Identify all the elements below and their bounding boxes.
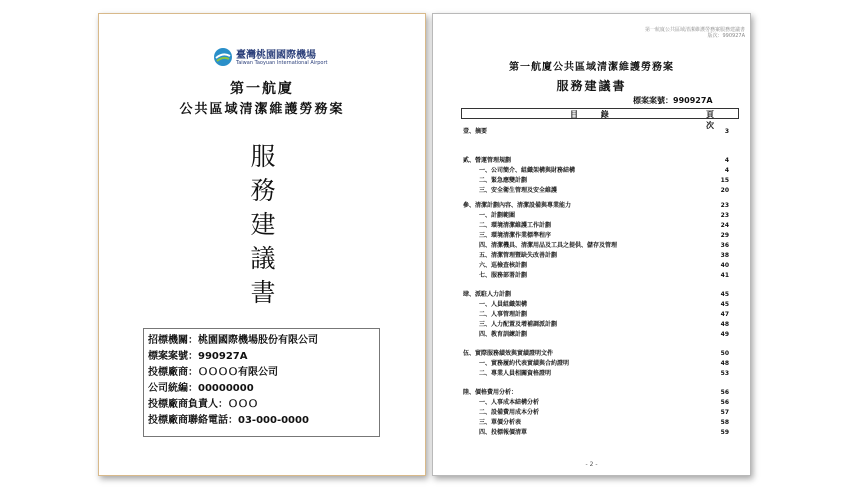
toc-section-row[interactable] [463,290,729,300]
cover-title-project: 公共區域清潔維護勞務案 [179,102,345,117]
info-bidder: 投標廠商：ＯＯＯＯ有限公司 [148,367,278,378]
page-number: - 2 - [585,461,598,468]
toc-entry-title: 六、巡檢查核計劃 [479,262,528,269]
toc-entry-title: 七、服務部署計劃 [479,272,528,279]
cover-page [98,13,426,476]
toc-subsection-row[interactable] [463,261,729,271]
toc-entry-title: 肆、派駐人力計劃 [463,291,512,298]
toc-entry-title: 一、計劃範圍 [479,212,516,219]
toc-subsection-row[interactable] [463,221,729,231]
toc-entry-page: 3 [724,128,729,135]
toc-entry-page: 56 [720,389,729,396]
vertical-title-char: 議 [250,244,276,273]
toc-case-number: 標案案號：990927A [633,96,713,105]
toc-entry-title: 四、清潔機具、清潔用品及工具之提供、儲存及管理 [479,242,618,249]
toc-subsection-row[interactable] [463,241,729,251]
toc-header-page: 頁 次 [706,110,720,130]
toc-section-row[interactable] [463,388,729,398]
page-header [623,27,745,39]
toc-entry-page: 23 [720,202,729,209]
toc-entry-title: 壹、摘要 [463,128,488,135]
info-agency: 招標機關：桃園國際機場股份有限公司 [148,335,318,346]
toc-subsection-row[interactable] [463,320,729,330]
toc-entry-title: 二、緊急應變計劃 [479,177,528,184]
toc-entry-title: 貳、營運管理規劃 [463,157,512,164]
header-line: 版次：990927A [707,33,745,39]
info-case-number: 標案案號：990927A [148,351,248,362]
toc-entry-page: 36 [720,242,729,249]
toc-header-contents: 目 錄 [570,110,619,119]
toc-subsection-row[interactable] [463,211,729,221]
toc-entry-page: 4 [724,157,729,164]
toc-subsection-row[interactable] [463,369,729,379]
toc-subsection-row[interactable] [463,176,729,186]
toc-section-row[interactable] [463,127,729,137]
toc-entry-page: 48 [720,360,729,367]
toc-page [432,13,751,476]
toc-entry-title: 一、人事成本結構分析 [479,399,540,406]
toc-subsection-row[interactable] [463,271,729,281]
toc-entry-title: 二、專業人員相關資格證明 [479,370,552,377]
info-representative: 投標廠商負責人：ＯＯＯ [148,399,258,410]
toc-subsection-row[interactable] [463,418,729,428]
toc-entry-page: 50 [720,350,729,357]
toc-entry-page: 38 [720,252,729,259]
toc-entry-title: 三、人力配置及增補調派計劃 [479,321,558,328]
toc-entry-page: 58 [720,419,729,426]
toc-entry-page: 48 [720,321,729,328]
toc-subsection-row[interactable] [463,251,729,261]
toc-entry-title: 伍、實際服務績效與實績證明文件 [463,350,554,357]
vertical-title-char: 務 [250,176,276,205]
toc-section-row[interactable] [463,349,729,359]
toc-entry-page: 45 [720,301,729,308]
toc-entry-title: 三、環境清潔作業標準程序 [479,232,552,239]
toc-subsection-row[interactable] [463,300,729,310]
toc-entry-page: 23 [720,212,729,219]
airport-logo-icon [213,47,233,67]
toc-entry-title: 四、教育訓練計劃 [479,331,528,338]
toc-subsection-row[interactable] [463,408,729,418]
toc-entry-page: 41 [720,272,729,279]
info-tax-id: 公司統編：00000000 [148,383,254,394]
toc-entry-title: 三、安全衛生管理及安全維護 [479,187,558,194]
toc-title-proposal: 服務建議書 [556,79,627,93]
toc-entry-page: 45 [720,291,729,298]
vertical-title-char: 書 [250,278,276,307]
toc-entry-title: 參、清潔計劃內容、清潔設備與專業能力 [463,202,572,209]
logo-text-en: Taiwan Taoyuan International Airport [236,60,328,66]
toc-entry-page: 29 [720,232,729,239]
toc-entry-page: 57 [720,409,729,416]
toc-entry-page: 59 [720,429,729,436]
toc-entry-title: 三、單價分析表 [479,419,522,426]
toc-subsection-row[interactable] [463,231,729,241]
toc-entry-title: 陸、價格費用分析： [463,389,518,396]
tender-info-box [143,328,380,437]
toc-entry-title: 二、環境清潔維護工作計劃 [479,222,552,229]
toc-section-row[interactable] [463,201,729,211]
header-line: 第一航廈公共區域清潔維護勞務案服務建議書 [644,27,745,33]
toc-subsection-row[interactable] [463,398,729,408]
cover-title-terminal: 第一航廈 [230,81,294,97]
toc-subsection-row[interactable] [463,330,729,340]
toc-entry-title: 五、清潔管理暨缺失改善計劃 [479,252,558,259]
toc-entry-page: 53 [720,370,729,377]
toc-subsection-row[interactable] [463,310,729,320]
toc-entry-page: 24 [720,222,729,229]
toc-entry-title: 二、設備費用成本分析 [479,409,540,416]
toc-subsection-row[interactable] [463,186,729,196]
toc-entry-page: 20 [720,187,729,194]
toc-entry-page: 40 [720,262,729,269]
toc-entry-page: 47 [720,311,729,318]
toc-subsection-row[interactable] [463,428,729,438]
toc-entry-page: 15 [720,177,729,184]
airport-logo [213,45,333,73]
toc-table-header [461,108,739,130]
toc-entry-title: 四、投標報價清單 [479,429,528,436]
vertical-title-char: 建 [250,210,276,239]
toc-section-row[interactable] [463,156,729,166]
toc-entry-page: 4 [724,167,729,174]
toc-entry-title: 一、人員組織架構 [479,301,528,308]
logo-text-zh: 臺灣桃園國際機場 [236,50,316,61]
toc-entry-title: 二、人事管理計劃 [479,311,528,318]
vertical-title-char: 服 [250,142,276,171]
toc-entry-page: 49 [720,331,729,338]
toc-subsection-row[interactable] [463,166,729,176]
info-phone: 投標廠商聯絡電話：03-000-0000 [148,415,309,426]
toc-subsection-row[interactable] [463,359,729,369]
toc-title-project: 第一航廈公共區域清潔維護勞務案 [509,62,674,73]
toc-entry-title: 一、公司簡介、組織架構與財務結構 [479,167,576,174]
toc-entry-page: 56 [720,399,729,406]
toc-entry-title: 一、實務履約代表實績與合約證明 [479,360,570,367]
